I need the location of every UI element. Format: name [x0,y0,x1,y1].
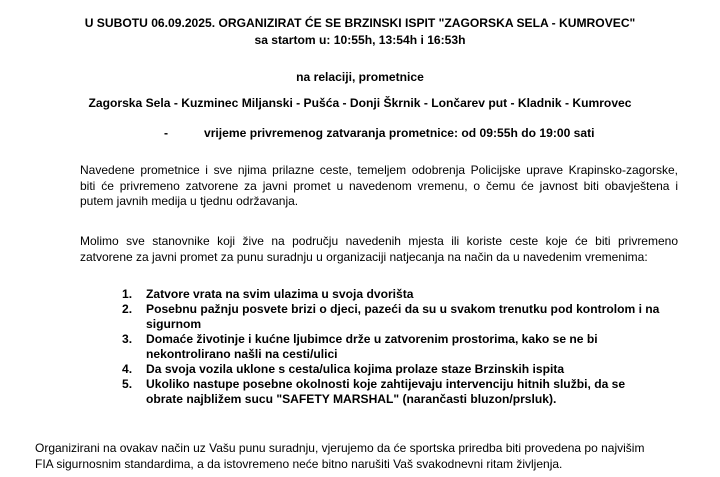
paragraph-request-residents [80,234,678,265]
list-item-text: Da svoja vozila uklone s cesta/ulica kojima prolaze staze Brzinskih ispita [146,362,565,376]
paragraph-closing [35,441,695,472]
relation-heading: na relaciji, prometnice [296,70,424,84]
header-title-line: U SUBOTU 06.09.2025. ORGANIZIRAT ĆE SE BRZINSKI ISPIT "ZAGORSKA SELA - KUMROVEC" [84,16,636,30]
list-item [122,302,682,332]
closure-time-line [164,126,595,141]
paragraph-row: FIA sigurnosnim standardima, a da istovremeno neće bitno narušiti Vaš svakodnevni ritam življenja. [35,456,563,471]
list-item [122,332,682,362]
list-item-text: Zatvore vrata na svim ulazima u svoja dvorišta [146,287,414,301]
instructions-list [122,287,682,407]
list-item [122,287,682,302]
paragraph-row: zatvorene za javni promet za punu suradnju u organizaciji natjecanja na način da u navedenim vremenima: [80,249,648,264]
list-item-number: 3. [122,332,133,346]
paragraph-police-approval [80,163,678,210]
list-item-text: Ukoliko nastupe posebne okolnosti koje zahtijevaju intervenciju hitnih službi, da se [146,377,626,391]
list-item-text: Domaće životinje i kućne ljubimce drže u zatvorenim prostorima, kako se ne bi [146,332,598,346]
paragraph-row: biti će privremeno zatvorene za javni promet u navedenom vremenu, o čemu će javnost biti obavještena i [80,178,678,193]
list-item-text: obrate najbližem sucu "SAFETY MARSHAL" (narančasti bluzon/prsluk). [146,392,557,406]
list-item-text: Posebnu pažnju posvete brizi o djeci, pazeći da su u svakom trenutku pod kontrolom i na [146,302,660,316]
list-item-text: nekontrolirano našli na cesti/ulici [146,347,338,361]
list-item-text: sigurnom [146,317,202,331]
closure-time-text: vrijeme privremenog zatvaranja prometnice: od 09:55h do 19:00 sati [204,126,595,140]
paragraph-row: putem javnih medija u tjednu održavanja. [80,194,299,208]
list-item [122,377,682,407]
list-item-number: 1. [122,287,133,301]
start-times-line: sa startom u: 10:55h, 13:54h i 16:53h [254,33,466,47]
route-line: Zagorska Sela - Kuzminec Miljanski - Pušća - Donji Škrnik - Lončarev put - Kladnik - Kumrovec [88,96,632,110]
paragraph-row: Molimo sve stanovnike koji žive na području navedenih mjesta ili koriste ceste koje će biti privremeno [80,234,678,248]
paragraph-row: Navedene prometnice i sve njima prilazne ceste, temeljem odobrenja Policijske uprave Krapinsko-zagorske, [80,163,678,177]
list-item-number: 4. [122,362,133,376]
list-item [122,362,682,377]
list-item-number: 5. [122,377,133,391]
dash-bullet: - [164,126,169,140]
list-item-number: 2. [122,302,133,316]
paragraph-row: Organizirani na ovakav način uz Vašu punu suradnju, vjerujemo da će sportska priredba biti provedena po najvišim [35,441,645,455]
